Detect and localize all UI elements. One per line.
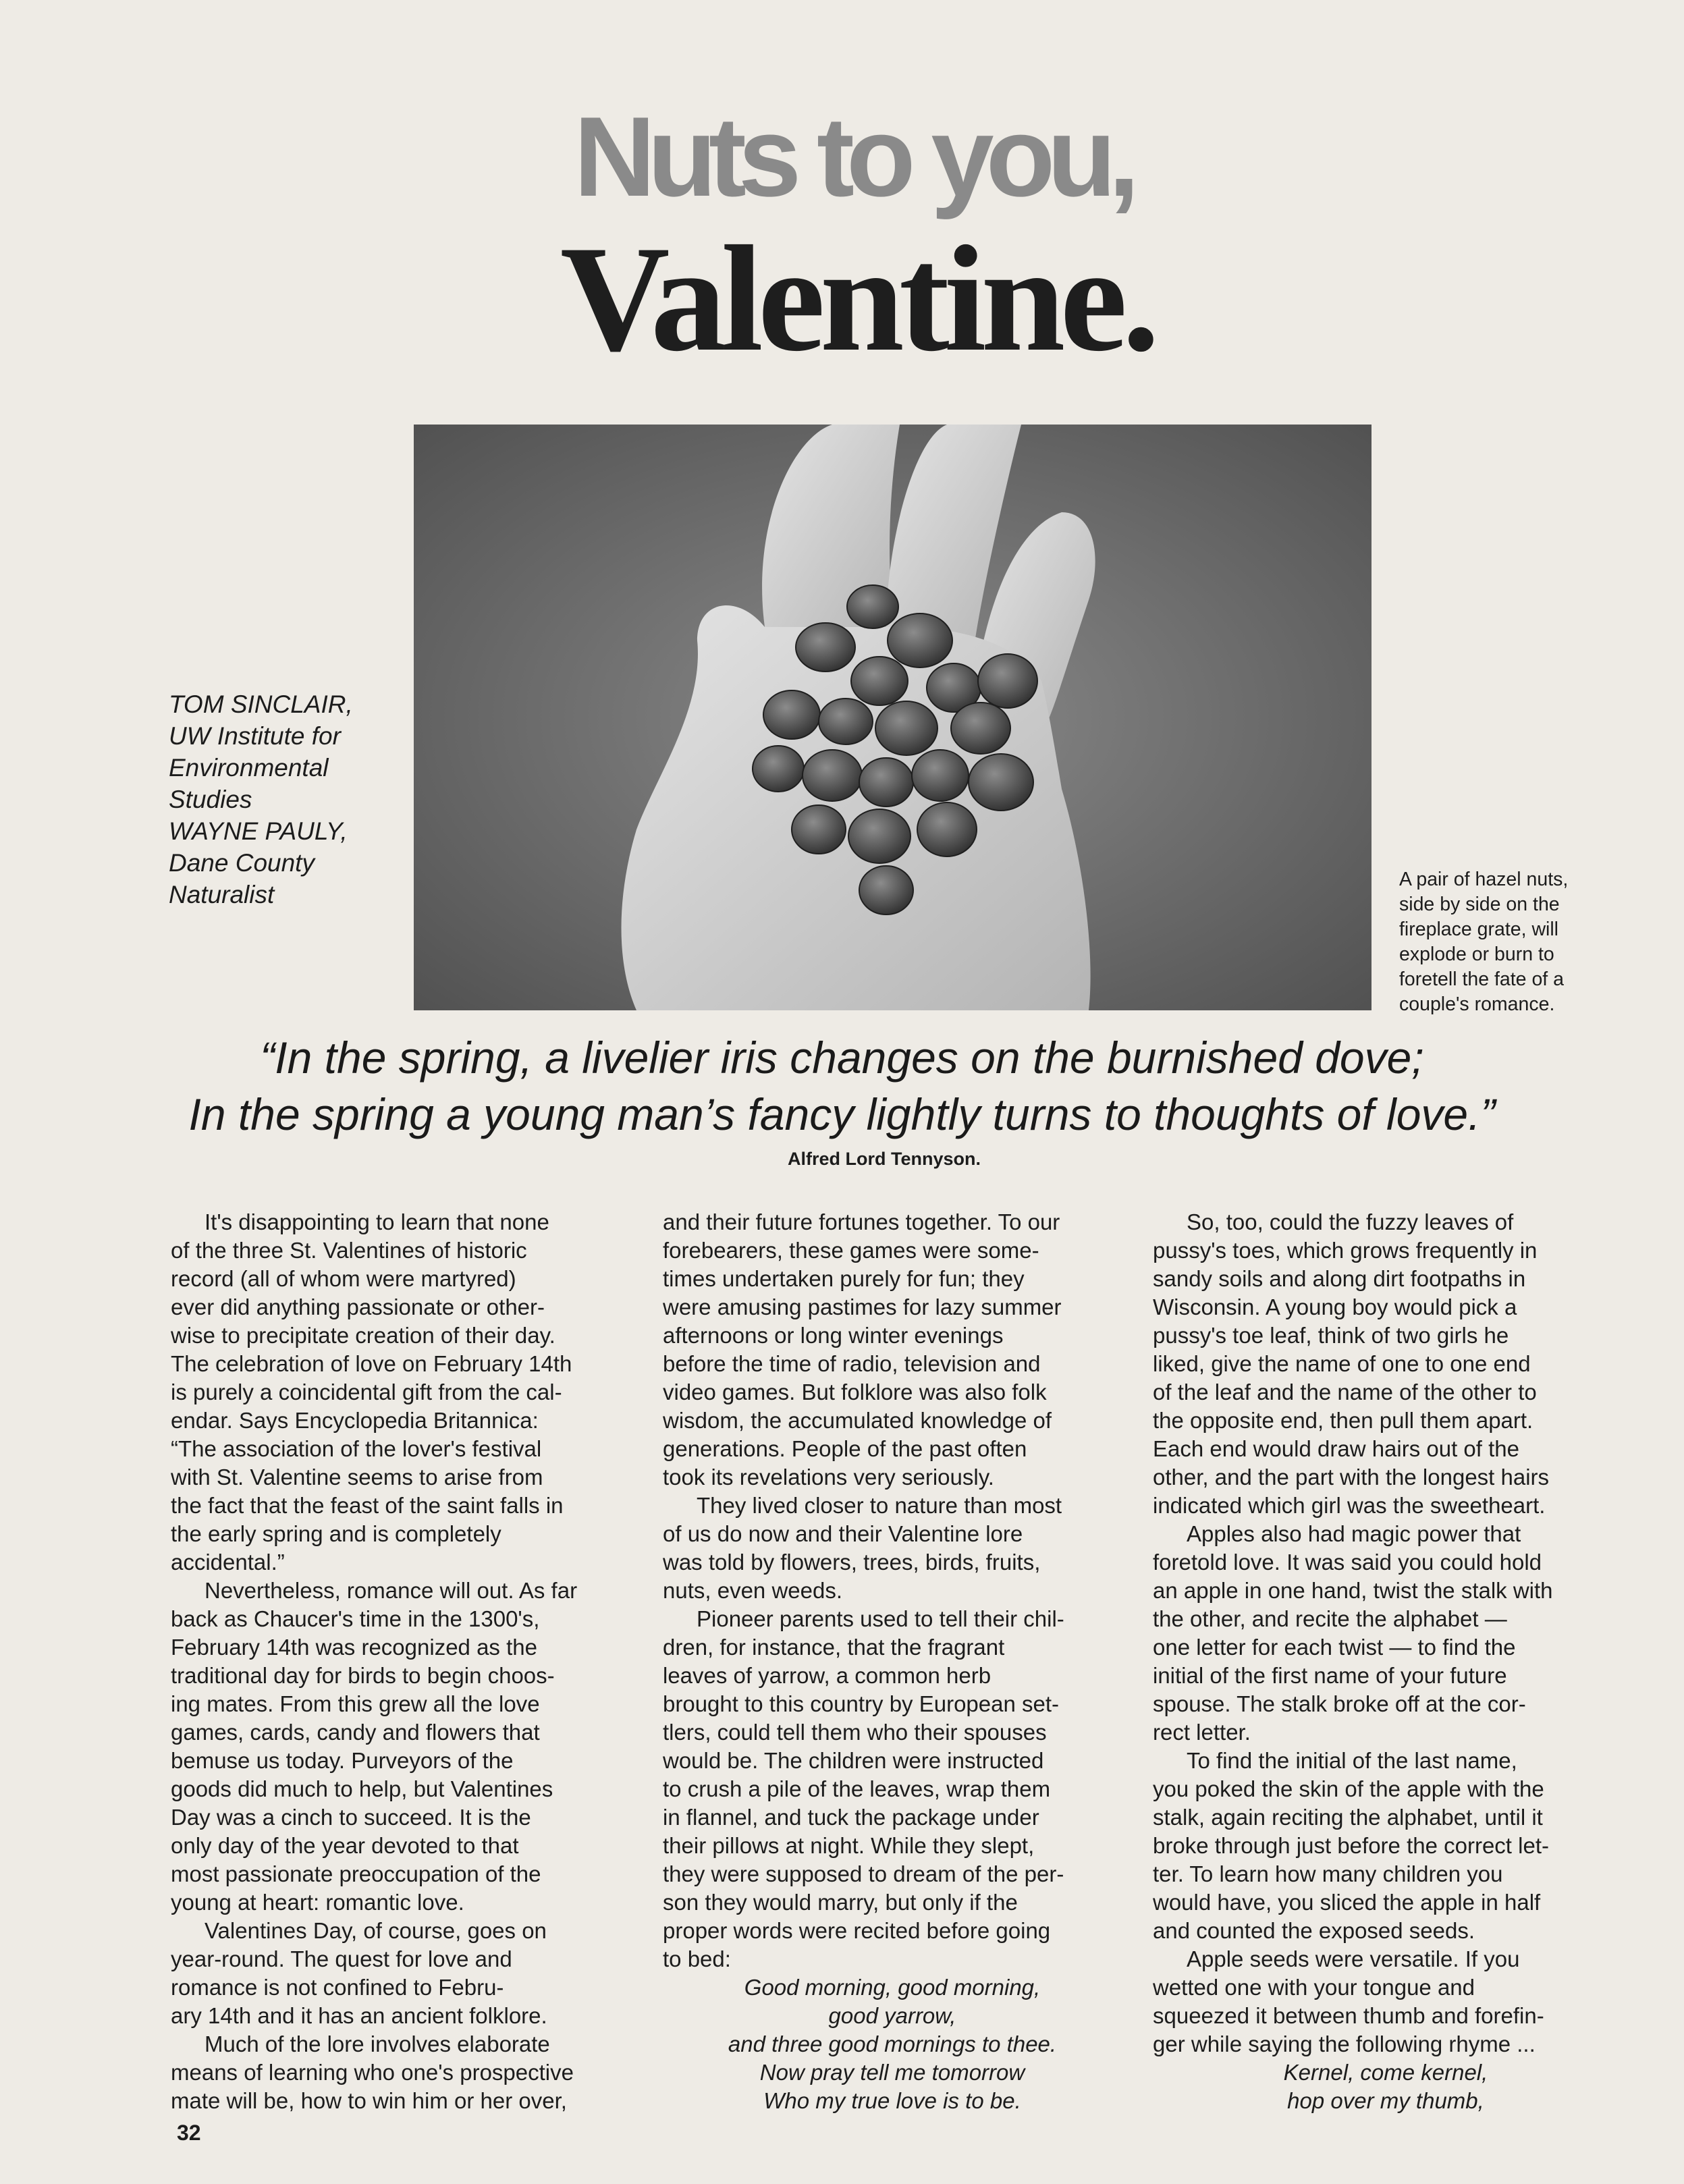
text-line: liked, give the name of one to one end bbox=[1153, 1351, 1531, 1376]
text-line: of the three St. Valentines of historic bbox=[171, 1238, 527, 1263]
quote-line-2: In the spring a young man’s fancy lightly turns to thoughts of love.” bbox=[188, 1089, 1496, 1139]
text-line: year-round. The quest for love and bbox=[171, 1946, 512, 1971]
text-line: tlers, could tell them who their spouses bbox=[663, 1720, 1047, 1745]
text-line: accidental.” bbox=[171, 1550, 285, 1575]
text-line: Wisconsin. A young boy would pick a bbox=[1153, 1294, 1517, 1319]
pull-quote bbox=[67, 1029, 1617, 1143]
text-line: Apples also had magic power that bbox=[1187, 1521, 1521, 1546]
photo-caption bbox=[1399, 867, 1602, 1017]
text-line: took its revelations very seriously. bbox=[663, 1465, 994, 1490]
text-line: February 14th was recognized as the bbox=[171, 1635, 537, 1660]
text-line: Nevertheless, romance will out. As far bbox=[205, 1578, 578, 1603]
page-number: 32 bbox=[177, 2121, 201, 2145]
text-line: spouse. The stalk broke off at the cor- bbox=[1153, 1691, 1526, 1716]
byline-line: Dane County bbox=[169, 849, 315, 877]
text-line: before the time of radio, television and bbox=[663, 1351, 1041, 1376]
text-line: was told by flowers, trees, birds, fruits, bbox=[663, 1550, 1041, 1575]
text-line: would have, you sliced the apple in half bbox=[1153, 1890, 1541, 1915]
text-line: Pioneer parents used to tell their chil- bbox=[697, 1606, 1064, 1631]
text-line: “The association of the lover's festival bbox=[171, 1436, 542, 1461]
caption-line: fireplace grate, will bbox=[1399, 919, 1559, 940]
text-line: only day of the year devoted to that bbox=[171, 1833, 519, 1858]
text-line: bemuse us today. Purveyors of the bbox=[171, 1748, 514, 1773]
poem-line: and three good mornings to thee. bbox=[728, 2031, 1057, 2056]
text-line: young at heart: romantic love. bbox=[171, 1890, 464, 1915]
text-line: romance is not confined to Febru- bbox=[171, 1975, 504, 2000]
text-line: goods did much to help, but Valentines bbox=[171, 1776, 553, 1801]
text-line: Much of the lore involves elaborate bbox=[205, 2031, 550, 2056]
poem-line: Who my true love is to be. bbox=[763, 2088, 1021, 2113]
text-line: Apple seeds were versatile. If you bbox=[1187, 1946, 1520, 1971]
text-line: to crush a pile of the leaves, wrap them bbox=[663, 1776, 1051, 1801]
text-line: son they would marry, but only if the bbox=[663, 1890, 1018, 1915]
text-line: dren, for instance, that the fragrant bbox=[663, 1635, 1005, 1660]
text-line: would be. The children were instructed bbox=[663, 1748, 1044, 1773]
text-line: foretold love. It was said you could hold bbox=[1153, 1550, 1542, 1575]
text-line: It's disappointing to learn that none bbox=[205, 1209, 549, 1234]
poem-line: Now pray tell me tomorrow bbox=[759, 2060, 1025, 2085]
text-line: were amusing pastimes for lazy summer bbox=[663, 1294, 1062, 1319]
text-line: the opposite end, then pull them apart. bbox=[1153, 1408, 1533, 1433]
byline-line: UW Institute for bbox=[169, 722, 341, 750]
text-line: video games. But folklore was also folk bbox=[663, 1380, 1047, 1404]
text-line: generations. People of the past often bbox=[663, 1436, 1027, 1461]
text-line: of the leaf and the name of the other to bbox=[1153, 1380, 1537, 1404]
text-line: forebearers, these games were some- bbox=[663, 1238, 1039, 1263]
text-line: squeezed it between thumb and forefin- bbox=[1153, 2003, 1544, 2028]
byline-line: Studies bbox=[169, 786, 252, 813]
poem-line: good yarrow, bbox=[828, 2003, 956, 2028]
article-column-1 bbox=[171, 1208, 630, 2115]
text-line: ter. To learn how many children you bbox=[1153, 1861, 1503, 1886]
photo-hand-holding-hazelnuts bbox=[414, 425, 1371, 1010]
text-line: ever did anything passionate or other- bbox=[171, 1294, 545, 1319]
poem-line: Good morning, good morning, bbox=[744, 1975, 1041, 2000]
text-line: wise to precipitate creation of their day. bbox=[171, 1323, 555, 1348]
text-line: ger while saying the following rhyme ... bbox=[1153, 2031, 1536, 2056]
poem-line: hop over my thumb, bbox=[1287, 2088, 1484, 2113]
text-line: initial of the first name of your future bbox=[1153, 1663, 1507, 1688]
text-line: nuts, even weeds. bbox=[663, 1578, 842, 1603]
title-line-1: Nuts to you, bbox=[574, 93, 1132, 220]
text-line: and counted the exposed seeds. bbox=[1153, 1918, 1475, 1943]
text-line: wetted one with your tongue and bbox=[1153, 1975, 1475, 2000]
text-line: with St. Valentine seems to arise from bbox=[171, 1465, 543, 1490]
text-line: The celebration of love on February 14th bbox=[171, 1351, 572, 1376]
text-line: back as Chaucer's time in the 1300's, bbox=[171, 1606, 540, 1631]
title-line-2: Valentine. bbox=[560, 214, 1155, 383]
text-line: Valentines Day, of course, goes on bbox=[205, 1918, 547, 1943]
quote-attribution: Alfred Lord Tennyson. bbox=[787, 1149, 981, 1169]
text-line: brought to this country by European set- bbox=[663, 1691, 1060, 1716]
hand-with-nuts-illustration bbox=[414, 425, 1371, 1010]
quote-line-1: “In the spring, a livelier iris changes on the burnished dove; bbox=[260, 1033, 1424, 1083]
byline-line: TOM SINCLAIR, bbox=[169, 690, 353, 718]
caption-line: A pair of hazel nuts, bbox=[1399, 869, 1569, 890]
text-line: traditional day for birds to begin choos- bbox=[171, 1663, 555, 1688]
text-line: the other, and recite the alphabet — bbox=[1153, 1606, 1507, 1631]
text-line: mate will be, how to win him or her over, bbox=[171, 2088, 567, 2113]
text-line: games, cards, candy and flowers that bbox=[171, 1720, 540, 1745]
text-line: ary 14th and it has an ancient folklore. bbox=[171, 2003, 547, 2028]
text-line: Day was a cinch to succeed. It is the bbox=[171, 1805, 531, 1830]
text-line: endar. Says Encyclopedia Britannica: bbox=[171, 1408, 539, 1433]
byline-line: Environmental bbox=[169, 754, 329, 782]
text-line: means of learning who one's prospective bbox=[171, 2060, 574, 2085]
text-line: other, and the part with the longest hairs bbox=[1153, 1465, 1550, 1490]
text-line: Each end would draw hairs out of the bbox=[1153, 1436, 1520, 1461]
text-line: pussy's toe leaf, think of two girls he bbox=[1153, 1323, 1509, 1348]
text-line: ing mates. From this grew all the love bbox=[171, 1691, 540, 1716]
text-line: To find the initial of the last name, bbox=[1187, 1748, 1517, 1773]
text-line: rect letter. bbox=[1153, 1720, 1251, 1745]
article-column-3 bbox=[1153, 1208, 1619, 2115]
poem-line: Kernel, come kernel, bbox=[1283, 2060, 1488, 2085]
text-line: one letter for each twist — to find the bbox=[1153, 1635, 1516, 1660]
caption-line: foretell the fate of a bbox=[1399, 968, 1564, 990]
text-line: an apple in one hand, twist the stalk with bbox=[1153, 1578, 1553, 1603]
text-line: afternoons or long winter evenings bbox=[663, 1323, 1004, 1348]
text-line: to bed: bbox=[663, 1946, 731, 1971]
text-line: sandy soils and along dirt footpaths in bbox=[1153, 1266, 1526, 1291]
text-line: They lived closer to nature than most bbox=[697, 1493, 1062, 1518]
text-line: times undertaken purely for fun; they bbox=[663, 1266, 1025, 1291]
text-line: they were supposed to dream of the per- bbox=[663, 1861, 1064, 1886]
text-line: broke through just before the correct let- bbox=[1153, 1833, 1549, 1858]
text-line: their pillows at night. While they slept, bbox=[663, 1833, 1035, 1858]
text-line: proper words were recited before going bbox=[663, 1918, 1051, 1943]
text-line: and their future fortunes together. To our bbox=[663, 1209, 1060, 1234]
text-line: pussy's toes, which grows frequently in bbox=[1153, 1238, 1538, 1263]
text-line: in flannel, and tuck the package under bbox=[663, 1805, 1039, 1830]
text-line: wisdom, the accumulated knowledge of bbox=[663, 1408, 1052, 1433]
text-line: leaves of yarrow, a common herb bbox=[663, 1663, 992, 1688]
text-line: the early spring and is completely bbox=[171, 1521, 501, 1546]
caption-line: explode or burn to bbox=[1399, 944, 1554, 965]
text-line: So, too, could the fuzzy leaves of bbox=[1187, 1209, 1514, 1234]
text-line: you poked the skin of the apple with the bbox=[1153, 1776, 1544, 1801]
text-line: most passionate preoccupation of the bbox=[171, 1861, 541, 1886]
text-line: record (all of whom were martyred) bbox=[171, 1266, 516, 1291]
text-line: is purely a coincidental gift from the cal- bbox=[171, 1380, 562, 1404]
text-line: the fact that the feast of the saint falls in bbox=[171, 1493, 564, 1518]
text-line: stalk, again reciting the alphabet, until it bbox=[1153, 1805, 1543, 1830]
author-byline bbox=[169, 688, 398, 910]
caption-line: couple's romance. bbox=[1399, 993, 1555, 1015]
text-line: indicated which girl was the sweetheart. bbox=[1153, 1493, 1546, 1518]
text-line: of us do now and their Valentine lore bbox=[663, 1521, 1023, 1546]
byline-line: WAYNE PAULY, bbox=[169, 817, 348, 845]
byline-line: Naturalist bbox=[169, 881, 275, 908]
article-column-2 bbox=[663, 1208, 1122, 2115]
caption-line: side by side on the bbox=[1399, 894, 1560, 915]
